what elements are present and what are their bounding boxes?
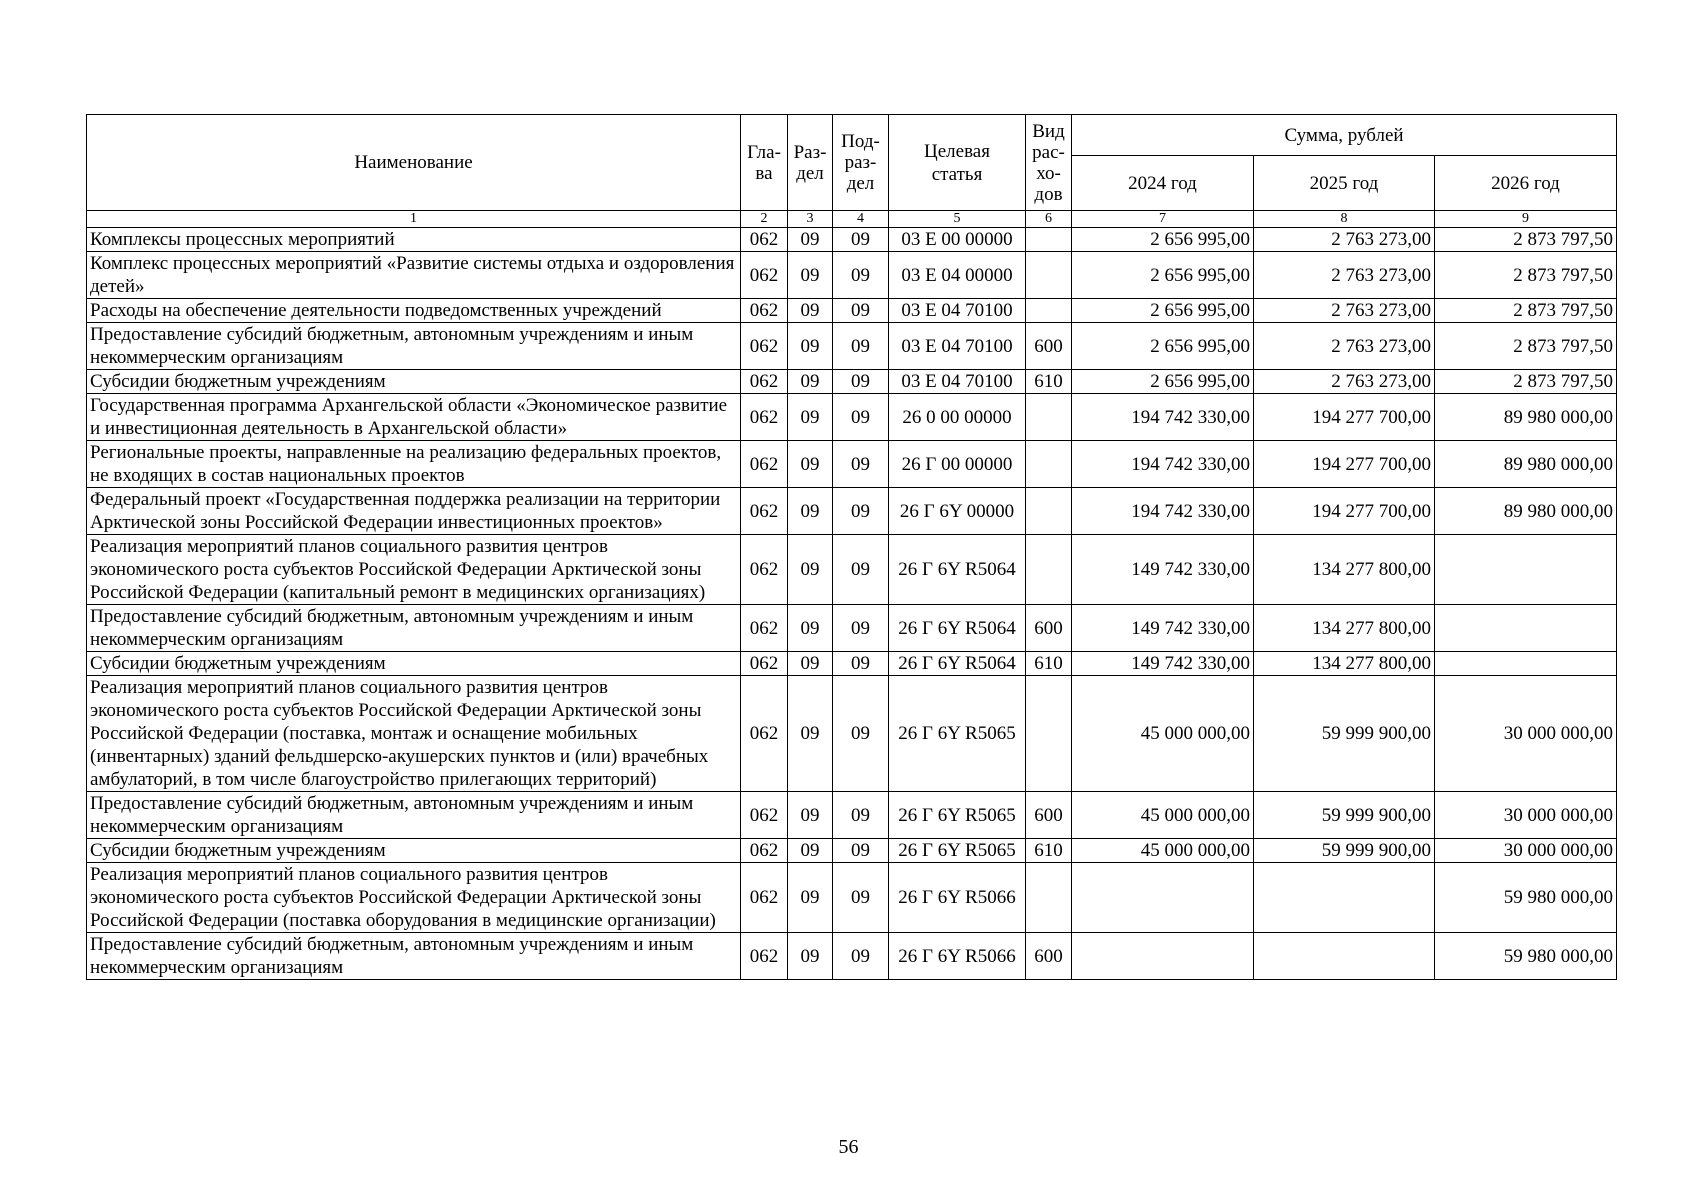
cell-podrazdel: 09	[833, 535, 889, 605]
table-body	[87, 228, 1617, 980]
table-row	[87, 323, 1617, 370]
cell-vid	[1026, 488, 1072, 535]
cell-vid: 600	[1026, 792, 1072, 839]
cell-y2025: 59 999 900,00	[1254, 676, 1435, 792]
cell-vid	[1026, 252, 1072, 299]
cell-y2024: 2 656 995,00	[1072, 323, 1254, 370]
cell-podrazdel: 09	[833, 441, 889, 488]
cell-podrazdel: 09	[833, 676, 889, 792]
col-number-9: 9	[1435, 211, 1617, 228]
cell-target: 03 Е 00 00000	[889, 228, 1026, 252]
cell-razdel: 09	[788, 933, 833, 980]
header-podrazdel: Под- раз- дел	[833, 115, 889, 211]
cell-y2024: 149 742 330,00	[1072, 652, 1254, 676]
cell-y2026: 2 873 797,50	[1435, 252, 1617, 299]
cell-razdel: 09	[788, 370, 833, 394]
table-row	[87, 933, 1617, 980]
cell-vid	[1026, 228, 1072, 252]
cell-glava: 062	[741, 839, 788, 863]
cell-y2026: 89 980 000,00	[1435, 488, 1617, 535]
cell-target: 26 Г 6Y R5065	[889, 792, 1026, 839]
cell-y2025: 194 277 700,00	[1254, 488, 1435, 535]
cell-y2026	[1435, 605, 1617, 652]
cell-name: Федеральный проект «Государственная поддержка реализации на территории Арктической зоны Российской Федерации инвестиционных проектов»	[87, 488, 741, 535]
cell-y2026: 2 873 797,50	[1435, 299, 1617, 323]
cell-y2024: 2 656 995,00	[1072, 370, 1254, 394]
cell-podrazdel: 09	[833, 488, 889, 535]
table-row	[87, 839, 1617, 863]
cell-name: Реализация мероприятий планов социального развития центров экономического роста субъектов Российской Федерации Арктической зоны Российской Федерации (поставка, монтаж и оснащение мобильных (инвентарных) зданий фельдшерско-акушерских пунктов и (или) врачебных амбулаторий, в том числе благоустройство прилегающих территорий)	[87, 676, 741, 792]
cell-razdel: 09	[788, 535, 833, 605]
cell-y2025	[1254, 933, 1435, 980]
cell-target: 26 Г 6Y R5066	[889, 863, 1026, 933]
cell-vid: 610	[1026, 839, 1072, 863]
cell-target: 26 Г 00 00000	[889, 441, 1026, 488]
cell-target: 26 Г 6Y R5064	[889, 605, 1026, 652]
cell-podrazdel: 09	[833, 323, 889, 370]
cell-glava: 062	[741, 370, 788, 394]
cell-podrazdel: 09	[833, 370, 889, 394]
cell-podrazdel: 09	[833, 839, 889, 863]
cell-name: Предоставление субсидий бюджетным, автономным учреждениям и иным некоммерческим организациям	[87, 792, 741, 839]
cell-podrazdel: 09	[833, 394, 889, 441]
cell-razdel: 09	[788, 863, 833, 933]
cell-target: 03 Е 04 00000	[889, 252, 1026, 299]
header-year-2026: 2026 год	[1435, 156, 1617, 211]
cell-target: 03 Е 04 70100	[889, 323, 1026, 370]
cell-y2024: 45 000 000,00	[1072, 792, 1254, 839]
cell-razdel: 09	[788, 839, 833, 863]
cell-razdel: 09	[788, 792, 833, 839]
cell-y2026: 2 873 797,50	[1435, 228, 1617, 252]
cell-vid	[1026, 441, 1072, 488]
cell-target: 03 Е 04 70100	[889, 370, 1026, 394]
table-row	[87, 605, 1617, 652]
cell-glava: 062	[741, 441, 788, 488]
cell-y2024: 194 742 330,00	[1072, 441, 1254, 488]
table-row	[87, 652, 1617, 676]
cell-name: Региональные проекты, направленные на реализацию федеральных проектов, не входящих в состав национальных проектов	[87, 441, 741, 488]
cell-name: Предоставление субсидий бюджетным, автономным учреждениям и иным некоммерческим организациям	[87, 605, 741, 652]
cell-y2026	[1435, 535, 1617, 605]
cell-razdel: 09	[788, 394, 833, 441]
cell-glava: 062	[741, 488, 788, 535]
cell-razdel: 09	[788, 323, 833, 370]
cell-glava: 062	[741, 228, 788, 252]
table-row	[87, 488, 1617, 535]
cell-y2025: 134 277 800,00	[1254, 605, 1435, 652]
header-razdel: Раз- дел	[788, 115, 833, 211]
col-number-8: 8	[1254, 211, 1435, 228]
header-vid: Вид рас- хо- дов	[1026, 115, 1072, 211]
cell-y2026: 30 000 000,00	[1435, 676, 1617, 792]
cell-glava: 062	[741, 863, 788, 933]
header-glava: Гла- ва	[741, 115, 788, 211]
cell-name: Субсидии бюджетным учреждениям	[87, 839, 741, 863]
cell-y2025: 2 763 273,00	[1254, 228, 1435, 252]
table-row	[87, 299, 1617, 323]
header-year-2024: 2024 год	[1072, 156, 1254, 211]
cell-vid: 600	[1026, 323, 1072, 370]
col-number-3: 3	[788, 211, 833, 228]
cell-podrazdel: 09	[833, 933, 889, 980]
cell-name: Предоставление субсидий бюджетным, автономным учреждениям и иным некоммерческим организациям	[87, 323, 741, 370]
cell-glava: 062	[741, 676, 788, 792]
cell-glava: 062	[741, 252, 788, 299]
cell-razdel: 09	[788, 605, 833, 652]
cell-podrazdel: 09	[833, 228, 889, 252]
cell-vid: 600	[1026, 605, 1072, 652]
cell-podrazdel: 09	[833, 792, 889, 839]
header-target: Целевая статья	[889, 115, 1026, 211]
cell-glava: 062	[741, 605, 788, 652]
cell-target: 26 Г 6Y 00000	[889, 488, 1026, 535]
cell-glava: 062	[741, 792, 788, 839]
header-year-2025: 2025 год	[1254, 156, 1435, 211]
cell-y2024: 2 656 995,00	[1072, 299, 1254, 323]
cell-glava: 062	[741, 323, 788, 370]
table-row	[87, 370, 1617, 394]
cell-name: Субсидии бюджетным учреждениям	[87, 370, 741, 394]
cell-vid: 610	[1026, 370, 1072, 394]
cell-vid	[1026, 394, 1072, 441]
cell-podrazdel: 09	[833, 605, 889, 652]
header-sum: Сумма, рублей	[1072, 115, 1617, 156]
header-name: Наименование	[87, 115, 741, 211]
cell-razdel: 09	[788, 299, 833, 323]
cell-y2026	[1435, 652, 1617, 676]
cell-name: Реализация мероприятий планов социального развития центров экономического роста субъектов Российской Федерации Арктической зоны Российской Федерации (поставка оборудования в медицинские организации)	[87, 863, 741, 933]
cell-y2025: 2 763 273,00	[1254, 299, 1435, 323]
cell-y2026: 30 000 000,00	[1435, 839, 1617, 863]
col-number-5: 5	[889, 211, 1026, 228]
table-row	[87, 394, 1617, 441]
cell-y2025: 134 277 800,00	[1254, 535, 1435, 605]
cell-vid	[1026, 676, 1072, 792]
cell-y2024: 2 656 995,00	[1072, 252, 1254, 299]
cell-y2026: 89 980 000,00	[1435, 441, 1617, 488]
cell-y2026: 30 000 000,00	[1435, 792, 1617, 839]
cell-y2025: 2 763 273,00	[1254, 252, 1435, 299]
cell-y2024: 194 742 330,00	[1072, 488, 1254, 535]
cell-podrazdel: 09	[833, 252, 889, 299]
cell-y2025: 59 999 900,00	[1254, 839, 1435, 863]
cell-podrazdel: 09	[833, 863, 889, 933]
table-row	[87, 252, 1617, 299]
cell-vid	[1026, 863, 1072, 933]
cell-name: Предоставление субсидий бюджетным, автономным учреждениям и иным некоммерческим организациям	[87, 933, 741, 980]
col-number-7: 7	[1072, 211, 1254, 228]
cell-name: Государственная программа Архангельской области «Экономическое развитие и инвестиционная деятельность в Архангельской области»	[87, 394, 741, 441]
cell-y2025: 134 277 800,00	[1254, 652, 1435, 676]
cell-y2025	[1254, 863, 1435, 933]
cell-y2024: 194 742 330,00	[1072, 394, 1254, 441]
cell-glava: 062	[741, 933, 788, 980]
cell-glava: 062	[741, 394, 788, 441]
cell-razdel: 09	[788, 488, 833, 535]
cell-vid: 600	[1026, 933, 1072, 980]
cell-razdel: 09	[788, 252, 833, 299]
cell-y2024: 149 742 330,00	[1072, 535, 1254, 605]
table-row	[87, 676, 1617, 792]
cell-y2024: 45 000 000,00	[1072, 839, 1254, 863]
cell-target: 26 Г 6Y R5066	[889, 933, 1026, 980]
cell-razdel: 09	[788, 676, 833, 792]
cell-vid	[1026, 299, 1072, 323]
cell-vid	[1026, 535, 1072, 605]
cell-glava: 062	[741, 299, 788, 323]
cell-razdel: 09	[788, 228, 833, 252]
cell-name: Комплекс процессных мероприятий «Развитие системы отдыха и оздоровления детей»	[87, 252, 741, 299]
cell-vid: 610	[1026, 652, 1072, 676]
cell-name: Комплексы процессных мероприятий	[87, 228, 741, 252]
cell-target: 03 Е 04 70100	[889, 299, 1026, 323]
cell-y2024	[1072, 863, 1254, 933]
budget-table	[86, 114, 1617, 980]
cell-target: 26 0 00 00000	[889, 394, 1026, 441]
cell-y2024: 149 742 330,00	[1072, 605, 1254, 652]
cell-y2025: 2 763 273,00	[1254, 370, 1435, 394]
cell-y2026: 59 980 000,00	[1435, 863, 1617, 933]
cell-name: Расходы на обеспечение деятельности подведомственных учреждений	[87, 299, 741, 323]
cell-target: 26 Г 6Y R5064	[889, 652, 1026, 676]
cell-y2025: 2 763 273,00	[1254, 323, 1435, 370]
cell-y2025: 59 999 900,00	[1254, 792, 1435, 839]
cell-y2024	[1072, 933, 1254, 980]
col-number-1: 1	[87, 211, 741, 228]
cell-y2026: 59 980 000,00	[1435, 933, 1617, 980]
cell-y2024: 45 000 000,00	[1072, 676, 1254, 792]
cell-podrazdel: 09	[833, 299, 889, 323]
cell-y2025: 194 277 700,00	[1254, 441, 1435, 488]
cell-razdel: 09	[788, 441, 833, 488]
col-number-2: 2	[741, 211, 788, 228]
cell-target: 26 Г 6Y R5064	[889, 535, 1026, 605]
cell-target: 26 Г 6Y R5065	[889, 676, 1026, 792]
cell-y2026: 89 980 000,00	[1435, 394, 1617, 441]
cell-target: 26 Г 6Y R5065	[889, 839, 1026, 863]
cell-glava: 062	[741, 535, 788, 605]
page-number: 56	[838, 1136, 859, 1158]
cell-podrazdel: 09	[833, 652, 889, 676]
cell-glava: 062	[741, 652, 788, 676]
cell-y2026: 2 873 797,50	[1435, 370, 1617, 394]
cell-y2026: 2 873 797,50	[1435, 323, 1617, 370]
table-row	[87, 535, 1617, 605]
cell-y2024: 2 656 995,00	[1072, 228, 1254, 252]
cell-name: Субсидии бюджетным учреждениям	[87, 652, 741, 676]
cell-y2025: 194 277 700,00	[1254, 394, 1435, 441]
table-row	[87, 863, 1617, 933]
table-row	[87, 228, 1617, 252]
table-row	[87, 441, 1617, 488]
cell-razdel: 09	[788, 652, 833, 676]
cell-name: Реализация мероприятий планов социального развития центров экономического роста субъектов Российской Федерации Арктической зоны Российской Федерации (капитальный ремонт в медицинских организациях)	[87, 535, 741, 605]
table-row	[87, 792, 1617, 839]
col-number-6: 6	[1026, 211, 1072, 228]
col-number-4: 4	[833, 211, 889, 228]
